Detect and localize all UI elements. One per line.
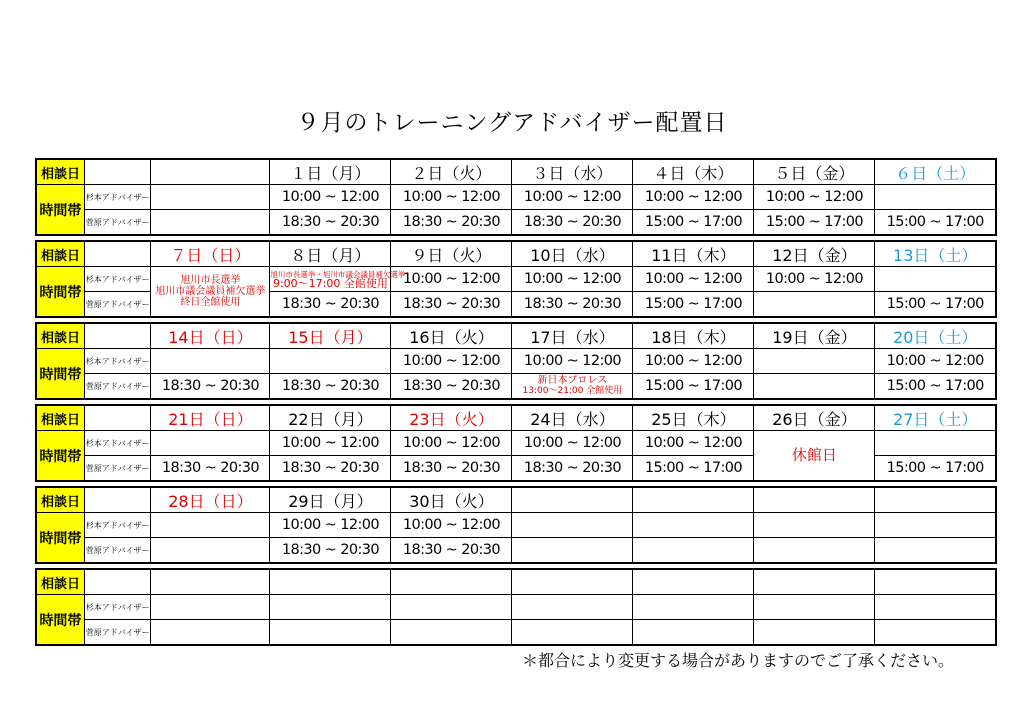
closed-note: 休館日: [754, 431, 875, 482]
time-slot: [512, 620, 633, 646]
event-note-line: 旭川市議会議員補欠選挙: [155, 286, 266, 297]
day-header: [270, 569, 391, 595]
time-slot: [151, 513, 270, 538]
day-label: 相談日: [36, 241, 84, 267]
time-slot: [875, 595, 996, 620]
day-label: 相談日: [36, 405, 84, 431]
week-table: [35, 568, 997, 646]
day-header: 30日（火）: [391, 487, 512, 513]
day-header: [754, 487, 875, 513]
blank-cell: [84, 159, 151, 185]
time-slot: [151, 431, 270, 456]
time-slot: [151, 595, 270, 620]
time-slot: 10:00 ~ 12:00: [875, 349, 996, 374]
time-slot: 15:00 ~ 17:00: [633, 456, 754, 482]
time-slot: [754, 513, 875, 538]
time-slot: [875, 431, 996, 456]
time-slot: 10:00 ~ 12:00: [754, 267, 875, 292]
day-header: [633, 487, 754, 513]
day-header: [151, 569, 270, 595]
advisor2-label: 菅原アドバイザー: [84, 456, 151, 482]
time-label: 時間帯: [36, 267, 84, 318]
time-slot: 18:30 ~ 20:30: [151, 374, 270, 400]
time-slot: 18:30 ~ 20:30: [391, 538, 512, 564]
time-slot: 18:30 ~ 20:30: [391, 374, 512, 400]
blank-cell: [84, 405, 151, 431]
time-slot: [875, 620, 996, 646]
time-label: 時間帯: [36, 431, 84, 482]
day-header: [754, 569, 875, 595]
day-header: ４日（木）: [633, 159, 754, 185]
day-label: 相談日: [36, 159, 84, 185]
day-label: 相談日: [36, 569, 84, 595]
day-header: 14日（日）: [151, 323, 270, 349]
day-header: 18日（木）: [633, 323, 754, 349]
time-label: 時間帯: [36, 185, 84, 236]
event-note-line: 終日全館使用: [180, 297, 241, 308]
time-slot: 15:00 ~ 17:00: [754, 210, 875, 236]
time-slot: 18:30 ~ 20:30: [512, 292, 633, 318]
advisor2-row: [36, 374, 996, 400]
time-slot: [391, 620, 512, 646]
day-header: 12日（金）: [754, 241, 875, 267]
footer-note: ＊都合により変更する場合がありますのでご了承ください。: [521, 651, 954, 670]
time-slot: 10:00 ~ 12:00: [633, 349, 754, 374]
time-slot: 18:30 ~ 20:30: [391, 292, 512, 318]
time-slot: 15:00 ~ 17:00: [875, 210, 996, 236]
time-slot: 10:00 ~ 12:00: [391, 349, 512, 374]
day-header: 19日（金）: [754, 323, 875, 349]
time-slot: [875, 538, 996, 564]
day-row: [36, 405, 996, 431]
day-header: 17日（水）: [512, 323, 633, 349]
time-slot: 10:00 ~ 12:00: [391, 431, 512, 456]
time-slot: [754, 620, 875, 646]
time-slot: 18:30 ~ 20:30: [391, 456, 512, 482]
time-slot: 10:00 ~ 12:00: [391, 267, 512, 292]
time-slot: 10:00 ~ 12:00: [512, 349, 633, 374]
time-slot: 15:00 ~ 17:00: [875, 456, 996, 482]
time-slot: 10:00 ~ 12:00: [270, 513, 391, 538]
day-header: [875, 487, 996, 513]
day-header: 21日（日）: [151, 405, 270, 431]
time-slot: [512, 538, 633, 564]
time-slot: [754, 292, 875, 318]
time-slot: 18:30 ~ 20:30: [270, 538, 391, 564]
time-slot: 10:00 ~ 12:00: [512, 185, 633, 210]
time-slot: [151, 538, 270, 564]
time-slot: [875, 185, 996, 210]
day-header: 10日（水）: [512, 241, 633, 267]
advisor1-label: 杉本アドバイザー: [84, 595, 151, 620]
week-table: [35, 322, 997, 400]
blank-cell: [84, 569, 151, 595]
advisor2-label: 菅原アドバイザー: [84, 292, 151, 318]
day-row: [36, 241, 996, 267]
day-header: [391, 569, 512, 595]
day-header: 15日（月）: [270, 323, 391, 349]
time-slot: [754, 349, 875, 374]
time-slot: 10:00 ~ 12:00: [270, 431, 391, 456]
day-header: 20日（土）: [875, 323, 996, 349]
time-slot: [151, 210, 270, 236]
day-row: [36, 487, 996, 513]
time-slot: [512, 513, 633, 538]
day-row: [36, 323, 996, 349]
day-header: 27日（土）: [875, 405, 996, 431]
advisor1-row: [36, 185, 996, 210]
event-note-line: 9:00～17:00 全館使用: [272, 277, 388, 290]
time-slot: 10:00 ~ 12:00: [391, 513, 512, 538]
day-header: [875, 569, 996, 595]
time-slot: 15:00 ~ 17:00: [875, 292, 996, 318]
day-header: 11日（木）: [633, 241, 754, 267]
event-note-line: 旭川市長選挙: [180, 275, 241, 286]
time-slot: 18:30 ~ 20:30: [270, 210, 391, 236]
day-header: [512, 569, 633, 595]
advisor1-label: 杉本アドバイザー: [84, 185, 151, 210]
time-slot: [875, 267, 996, 292]
time-slot: [633, 538, 754, 564]
time-slot: 18:30 ~ 20:30: [512, 210, 633, 236]
time-slot: [633, 620, 754, 646]
time-slot: 10:00 ~ 12:00: [633, 267, 754, 292]
time-slot: 15:00 ~ 17:00: [633, 292, 754, 318]
event-note-line: 13:00～21:00 全館使用: [522, 386, 623, 396]
time-slot: 18:30 ~ 20:30: [151, 456, 270, 482]
week-table: [35, 404, 997, 482]
advisor1-row: [36, 595, 996, 620]
time-slot: 18:30 ~ 20:30: [391, 210, 512, 236]
time-slot: [633, 595, 754, 620]
day-header: 16日（火）: [391, 323, 512, 349]
time-slot: [391, 595, 512, 620]
day-header: [512, 487, 633, 513]
page-title: ９月のトレーニングアドバイザー配置日: [296, 110, 728, 136]
week-table: [35, 158, 997, 236]
day-header: [633, 569, 754, 595]
time-slot: 18:30 ~ 20:30: [270, 456, 391, 482]
day-header: 26日（金）: [754, 405, 875, 431]
day-header: 13日（土）: [875, 241, 996, 267]
time-slot: 10:00 ~ 12:00: [512, 267, 633, 292]
day-header: 29日（月）: [270, 487, 391, 513]
day-header: １日（月）: [270, 159, 391, 185]
advisor1-label: 杉本アドバイザー: [84, 349, 151, 374]
advisor1-row: [36, 349, 996, 374]
day-header: ５日（金）: [754, 159, 875, 185]
time-slot: 10:00 ~ 12:00: [633, 431, 754, 456]
advisor2-row: [36, 538, 996, 564]
time-slot: 18:30 ~ 20:30: [270, 292, 391, 318]
time-slot: 10:00 ~ 12:00: [633, 185, 754, 210]
advisor1-row: [36, 431, 996, 456]
time-slot: 15:00 ~ 17:00: [875, 374, 996, 400]
advisor2-label: 菅原アドバイザー: [84, 538, 151, 564]
time-slot: [754, 595, 875, 620]
time-label: 時間帯: [36, 349, 84, 400]
time-slot: [633, 513, 754, 538]
time-slot: [754, 538, 875, 564]
day-header: ２日（火）: [391, 159, 512, 185]
time-label: 時間帯: [36, 513, 84, 564]
time-slot: [270, 349, 391, 374]
day-header: 28日（日）: [151, 487, 270, 513]
day-header: ９日（火）: [391, 241, 512, 267]
advisor2-label: 菅原アドバイザー: [84, 374, 151, 400]
advisor1-row: [36, 513, 996, 538]
day-header: 23日（火）: [391, 405, 512, 431]
advisor1-row: [36, 267, 996, 292]
time-label: 時間帯: [36, 595, 84, 646]
blank-cell: [84, 241, 151, 267]
advisor1-label: 杉本アドバイザー: [84, 513, 151, 538]
day-label: 相談日: [36, 323, 84, 349]
day-row: [36, 569, 996, 595]
blank-cell: [84, 487, 151, 513]
time-slot: 18:30 ~ 20:30: [270, 374, 391, 400]
advisor1-label: 杉本アドバイザー: [84, 267, 151, 292]
day-header: [151, 159, 270, 185]
day-label: 相談日: [36, 487, 84, 513]
day-header: ６日（土）: [875, 159, 996, 185]
advisor2-label: 菅原アドバイザー: [84, 620, 151, 646]
day-header: 25日（木）: [633, 405, 754, 431]
week-table: [35, 240, 997, 318]
advisor1-label: 杉本アドバイザー: [84, 431, 151, 456]
time-slot: 10:00 ~ 12:00: [754, 185, 875, 210]
day-row: [36, 159, 996, 185]
time-slot: [151, 349, 270, 374]
event-note-line: 旭川市長選挙・旭川市議会議員補欠選挙: [270, 270, 406, 279]
time-slot: [151, 620, 270, 646]
day-header: 24日（水）: [512, 405, 633, 431]
event-note: [270, 267, 406, 292]
time-slot: 15:00 ~ 17:00: [633, 374, 754, 400]
advisor2-row: [36, 620, 996, 646]
advisor2-row: [36, 210, 996, 236]
blank-cell: [84, 323, 151, 349]
day-header: ３日（水）: [512, 159, 633, 185]
event-note: [151, 267, 270, 318]
day-header: ８日（月）: [270, 241, 391, 267]
day-header: 22日（月）: [270, 405, 391, 431]
time-slot: [151, 185, 270, 210]
time-slot: [754, 374, 875, 400]
time-slot: [270, 620, 391, 646]
time-slot: [270, 595, 391, 620]
time-slot: 10:00 ~ 12:00: [512, 431, 633, 456]
time-slot: 18:30 ~ 20:30: [512, 456, 633, 482]
time-slot: [512, 595, 633, 620]
week-table: [35, 486, 997, 564]
time-slot: 15:00 ~ 17:00: [633, 210, 754, 236]
time-slot: 10:00 ~ 12:00: [391, 185, 512, 210]
event-note: [512, 374, 633, 400]
time-slot: [875, 513, 996, 538]
event-note-line: 新日本プロレス: [537, 375, 608, 386]
time-slot: 10:00 ~ 12:00: [270, 185, 391, 210]
advisor2-label: 菅原アドバイザー: [84, 210, 151, 236]
day-header: ７日（日）: [151, 241, 270, 267]
